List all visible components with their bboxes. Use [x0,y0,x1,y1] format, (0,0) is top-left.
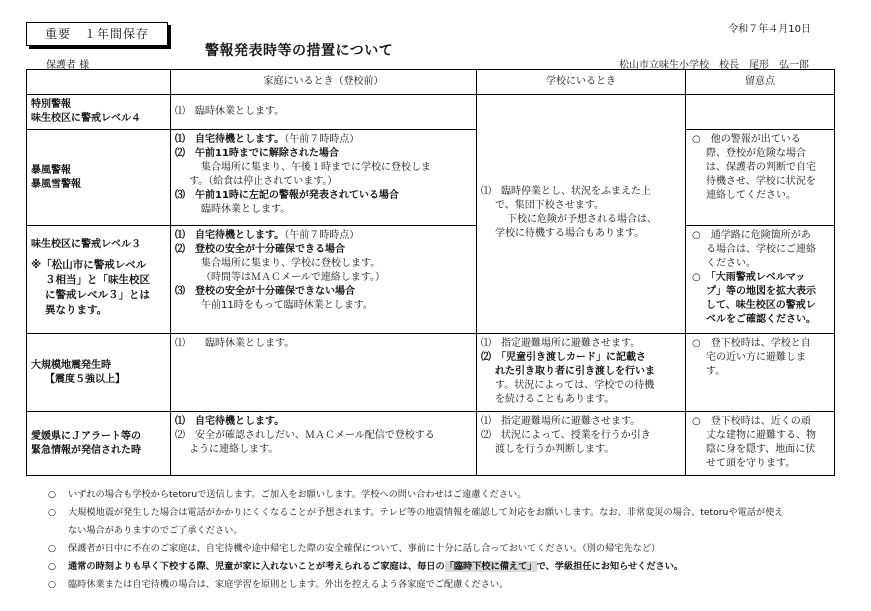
home-line: ⑵ 午前11時までに解除された場合 [175,148,339,159]
measures-table [26,69,835,476]
note-line: る場合は、学校にご連絡 [706,244,816,255]
home-line: 集合場所に集まり、学校に登校します。 [201,258,381,269]
school-line: 学校に待機する場合もあります。 [495,227,645,239]
note-line: 待機させ、学校に状況を [706,176,816,187]
row-head-line: 大規模地震発生時 [31,359,111,371]
school-line: 下校に危険が予想される場合は、 [507,213,657,225]
row-head-note-line: ※「松山市に警戒レベル [31,259,147,271]
column-header-notes: 留意点 [686,70,835,95]
home-cell-level3 [171,226,477,334]
home-line: す。（給食は停止されています。） [189,176,338,187]
notes-cell-level3 [686,226,835,334]
school-line: ⑵ 「児童引き渡しカード」に記載さ [481,352,646,363]
note-line: 丈な建物に避難する、物 [706,430,816,441]
highlighted-form-name: 「臨時下校に備えて」 [444,561,537,572]
home-line: （時間等はＭＡＣメールで連絡します。） [201,272,385,283]
home-line: 集合場所に集まり、午後１時までに学校に登校しま [201,162,431,173]
row-head-line: 味生校区に警戒レベル３ [31,239,141,250]
bullet-mark: ○ [48,543,57,554]
home-cell-storm [171,130,477,226]
table-row [27,412,835,476]
note-line: 陰に身を隠す、地面に伏 [706,444,816,455]
note-line: ベルをご確認ください。 [706,314,816,325]
note-line: ○ 登下校時は、近くの頑 [692,416,811,427]
row-head-note-line: ３相当」と「味生校区 [45,274,150,286]
table-header-row [27,70,835,95]
retention-badge: 重要 １年間保存 [26,22,168,46]
row-head-line: 愛媛県にＪアラート等の [31,430,141,442]
table-row [27,226,835,334]
school-line: す。状況によっては、学校での待機 [495,380,655,391]
issue-date: 令和７年４月10日 [728,24,811,35]
note-line: ○ 登下校時は、学校と自 [692,338,811,349]
school-line: を続けることもあります。 [495,394,615,405]
row-head-level3 [27,226,171,334]
notes-cell-special-warning [686,95,835,130]
note-line: す。 [706,366,726,377]
addressee: 保護者 様 [46,60,90,71]
school-line: 渡しを行うか判断します。 [495,444,615,455]
bullet-mark: ○ [48,507,57,518]
school-line: ⑴ 指定避難場所に避難させます。 [481,338,641,349]
row-head-line: 暴風雪警報 [31,178,81,190]
bullet-mark: ○ [48,579,57,590]
bullet-mark: ○ [48,489,57,500]
home-cell-jalert [171,412,477,476]
row-head-storm [27,130,171,226]
home-line: ⑵ 登校の安全が十分確保できる場合 [175,244,345,255]
bullet-item: ○ いずれの場合も学校からtetoruで送信します。ご加入をお願いします。学校への問い合わせはご遠慮ください。 [40,486,840,504]
home-line: ように連絡します。 [189,444,279,455]
note-line: ください。 [706,258,756,269]
row-head-note [31,258,166,318]
corner-cell [27,70,171,95]
row-head-note-line: に警戒レベル３」とは [45,289,150,301]
home-cell-earthquake [171,334,477,412]
home-line: ⑶ 登校の安全が十分確保できない場合 [175,286,355,297]
home-line: 臨時休業とします。 [201,204,291,215]
table-row [27,95,835,130]
home-line: ⑵ 安全が確認されしだい、ＭＡＣメール配信で登校する [175,430,435,441]
school-line: で、集団下校させます。 [495,199,604,211]
row-head-earthquake [27,334,171,412]
home-cell-special-warning [171,95,477,130]
school-line: れた引き取り者に引き渡しを行いま [495,366,655,377]
note-line: ○ 「大雨警戒レベルマッ [692,272,806,283]
school-cell-earthquake [477,334,686,412]
row-head-note-line: 異なります。 [45,304,108,316]
row-head-line: 味生校区に警戒レベル４ [31,113,141,124]
table-row [27,334,835,412]
column-header-school: 学校にいるとき [477,70,686,95]
row-head-line: 特別警報 [31,99,71,110]
note-line: ○ 他の警報が出ている [692,134,801,145]
row-head-line: 【震度５強以上】 [45,373,125,385]
note-line: せて頭を守ります。 [706,458,796,469]
note-line: して、味生校区の警戒レ [706,300,816,311]
school-cell-jalert [477,412,686,476]
school-line: ⑵ 状況によって、授業を行うか引き [481,430,651,441]
school-cell-shared [477,95,686,334]
bullet-item: ○ 臨時休業または自宅待機の場合は、家庭学習を原則とします。外出を控えるよう各家庭でご配慮ください。 [40,576,840,594]
row-head-jalert [27,412,171,476]
note-line: 連絡してください。 [706,190,796,201]
bullet-item: ○ 大規模地震が発生した場合は電話がかかりにくくなることが予想されます。テレビ等の地震情報を確認して対応をお願いします。なお、非常変災の場合、tetoruや電話が使え [40,504,840,522]
home-line: ⑴ 自宅待機とします。 [175,416,285,427]
note-line: は、保護者の判断で自宅 [706,162,816,173]
notes-cell-earthquake [686,334,835,412]
school-line: ⑴ 指定避難場所に避難させます。 [481,416,641,427]
note-line: 宅の近い方に避難しま [706,352,806,363]
note-line: 際、登校が危険な場合 [706,148,806,159]
notes-cell-jalert [686,412,835,476]
table-row [27,130,835,226]
bullet-item: ○ 通常の時刻よりも早く下校する際、児童が家に入れないことが考えられるご家庭は、毎日の「臨時下校に備えて」で、学級担任にお知らせください。 [40,558,840,576]
home-line: 午前11時をもって臨時休業とします。 [201,300,373,311]
bullet-item: ○ 保護者が日中に不在のご家庭は、自宅待機や途中帰宅した際の安全確保について、事前に十分に話し合っておいてください。（別の帰宅先など） [40,540,840,558]
row-head-line: 暴風警報 [31,164,71,176]
bullet-item-continuation: ない場合がありますのでご了承ください。 [68,525,243,536]
row-head-line: 緊急情報が発信された時 [31,444,141,456]
home-line: ⑴ 自宅待機とします。（午前７時時点） [175,230,360,241]
note-line: プ」等の地図を拡大表示 [706,286,816,297]
note-line: ○ 通学路に危険箇所があ [692,230,811,241]
issuer: 松山市立味生小学校 校長 尾形 弘一郎 [619,60,809,71]
column-header-home: 家庭にいるとき（登校前） [171,70,477,95]
home-line: ⑴ 臨時休業とします。 [175,338,295,349]
page-title: 警報発表時等の措置について [205,43,394,59]
bullet-mark: ○ [48,561,57,572]
school-line: ⑴ 臨時停業とし、状況をふまえた上 [481,185,651,197]
home-line: ⑴ 自宅待機とします。（午前７時時点） [175,134,360,145]
bullet-notes [40,486,840,594]
notes-cell-storm [686,130,835,226]
home-line: ⑴ 臨時休業とします。 [175,106,285,117]
row-head-special-warning [27,95,171,130]
home-line: ⑶ 午前11時に左記の警報が発表されている場合 [175,190,399,201]
